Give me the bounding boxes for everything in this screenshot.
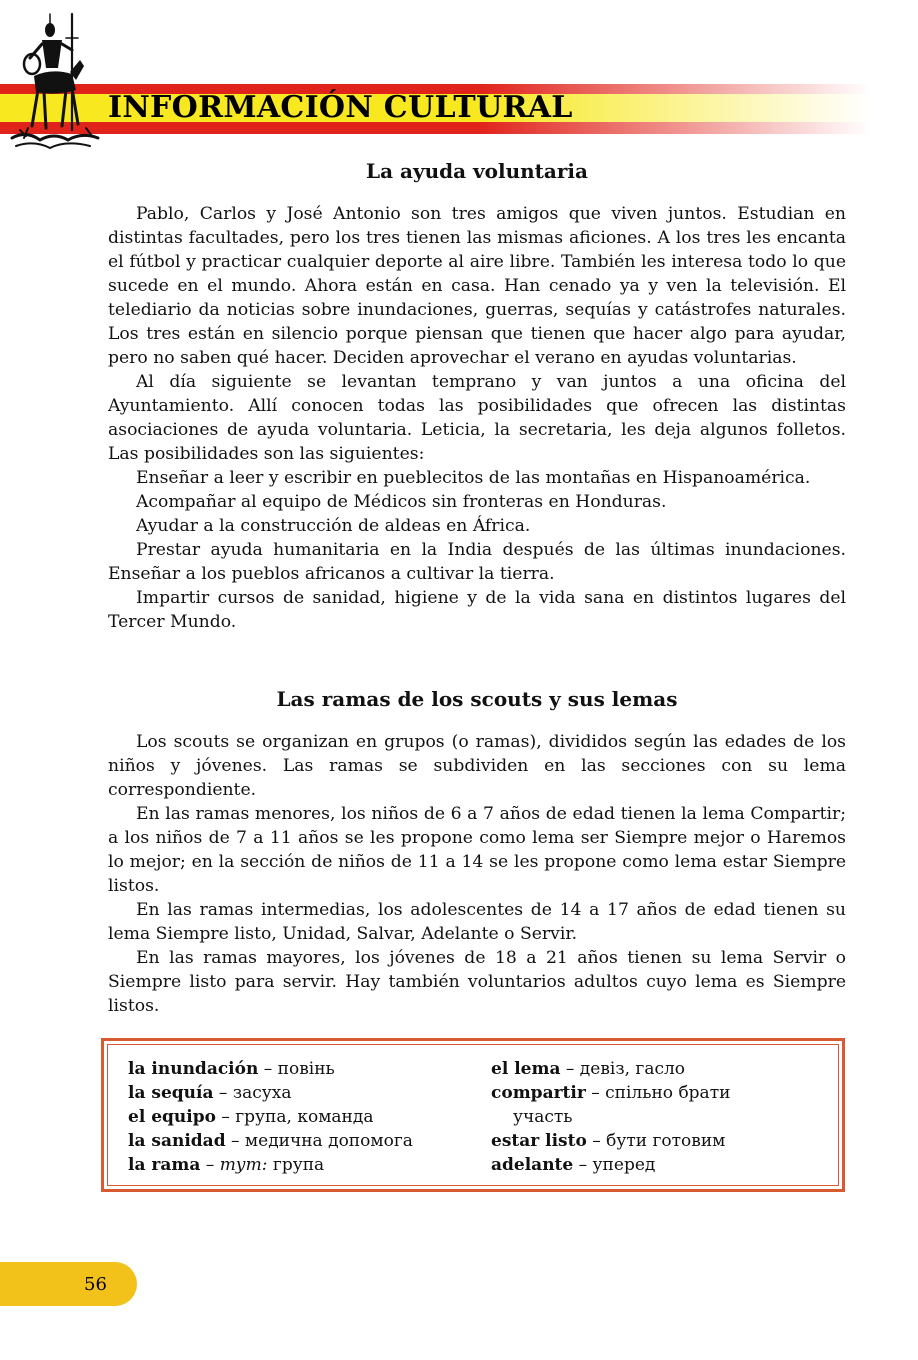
vocabulary-translation: група, команда — [235, 1107, 374, 1127]
section-body — [108, 730, 846, 1018]
vocabulary-entry — [491, 1153, 821, 1177]
vocabulary-entry — [128, 1105, 473, 1129]
vocabulary-entry — [128, 1081, 473, 1105]
vocabulary-separator: – — [225, 1131, 245, 1151]
page-number-tab — [0, 1262, 137, 1306]
vocabulary-entry — [128, 1129, 473, 1153]
vocabulary-term: el lema — [491, 1059, 561, 1079]
vocabulary-separator: – — [213, 1083, 233, 1103]
vocabulary-translation: група — [267, 1155, 325, 1175]
vocabulary-entry — [128, 1153, 473, 1177]
vocabulary-translation: медична допомога — [244, 1131, 413, 1151]
vocabulary-translation-continued: участь — [513, 1107, 573, 1127]
vocabulary-column-right — [491, 1057, 821, 1177]
don-quixote-logo — [6, 10, 102, 152]
vocabulary-separator: – — [585, 1083, 606, 1103]
vocabulary-entry — [491, 1057, 821, 1081]
page-number: 56 — [84, 1274, 107, 1295]
vocabulary-box — [101, 1038, 845, 1192]
paragraph: En las ramas intermedias, los adolescentes de 14 a 17 años de edad tienen su lema Siempre listo, Unidad, Salvar, Adelante o Servir. — [108, 900, 846, 944]
vocabulary-term: la inundación — [128, 1059, 259, 1079]
vocabulary-term: estar listo — [491, 1131, 587, 1151]
paragraph: Al día siguiente se levantan temprano y van juntos a una oficina del Ayuntamiento. Allí conocen todas las posibilidades que ofrecen las distintas asociaciones de ayuda voluntaria. Leticia, la secretaria, les deja algunos folletos. Las posibilidades son las siguientes: — [108, 372, 846, 464]
vocabulary-column-left — [128, 1057, 473, 1177]
vocabulary-separator: – — [573, 1155, 593, 1175]
paragraph: Los scouts se organizan en grupos (o ramas), divididos según las edades de los niños y jóvenes. Las ramas se subdividen en las secciones con su lema correspondiente. — [108, 732, 846, 800]
page-title: INFORMACIÓN CULTURAL — [108, 90, 573, 125]
list-item: Enseñar a leer y escribir en pueblecitos de las montañas en Hispanoamérica. — [136, 468, 811, 488]
vocabulary-separator: – — [586, 1131, 607, 1151]
vocabulary-separator: – — [560, 1059, 580, 1079]
vocabulary-separator: – — [258, 1059, 278, 1079]
vocabulary-separator: – — [215, 1107, 236, 1127]
vocabulary-term: compartir — [491, 1083, 586, 1103]
vocabulary-entry — [128, 1057, 473, 1081]
vocabulary-term: adelante — [491, 1155, 574, 1175]
list-item: Ayudar a la construcción de aldeas en África. — [136, 516, 531, 536]
paragraph: En las ramas menores, los niños de 6 a 7 años de edad tienen la lema Compartir; a los niños de 7 a 11 años se les propone como lema ser Siempre mejor o Haremos lo mejor; en la sección de niños de 11 a 14 se les propone como lema estar Siempre listos. — [108, 804, 846, 896]
list-item: Acompañar al equipo de Médicos sin fronteras en Honduras. — [136, 492, 667, 512]
list-item: Prestar ayuda humanitaria en la India después de las últimas inundaciones. Enseñar a los pueblos africanos a cultivar la tierra. — [108, 540, 846, 584]
vocabulary-translation: девіз, гасло — [579, 1059, 686, 1079]
paragraph: Pablo, Carlos y José Antonio son tres amigos que viven juntos. Estudian en distintas facultades, pero los tres tienen las mismas aficiones. A los tres les encanta el fútbol y practicar cualquier deporte al aire libre. También les interesa todo lo que sucede en el mundo. Ahora están en casa. Han cenado ya y ven la televisión. El telediario da noticias sobre inundaciones, guerras, sequías y catástrofes naturales. Los tres están en silencio porque piensan que tienen que hacer algo para ayudar, pero no saben qué hacer. Deciden aprovechar el verano en ayudas voluntarias. — [108, 204, 846, 368]
vocabulary-translation: спільно брати — [605, 1083, 731, 1103]
vocabulary-term: la rama — [128, 1155, 201, 1175]
list-item: Impartir cursos de sanidad, higiene y de la vida sana en distintos lugares del Tercer Mundo. — [108, 588, 846, 632]
vocabulary-inner-frame — [107, 1044, 839, 1186]
vocabulary-term: el equipo — [128, 1107, 216, 1127]
vocabulary-translation: засуха — [232, 1083, 292, 1103]
vocabulary-note: тут: — [219, 1155, 268, 1175]
paragraph: En las ramas mayores, los jóvenes de 18 a 21 años tienen su lema Servir o Siempre listo para servir. Hay también voluntarios adultos cuyo lema es Siempre listos. — [108, 948, 846, 1016]
vocabulary-translation: повінь — [277, 1059, 335, 1079]
vocabulary-entry — [491, 1081, 821, 1129]
section-title: Las ramas de los scouts y sus lemas — [276, 687, 678, 711]
vocabulary-translation: уперед — [592, 1155, 656, 1175]
vocabulary-separator: – — [200, 1155, 220, 1175]
section-body — [108, 202, 846, 634]
vocabulary-entry — [491, 1129, 821, 1153]
vocabulary-term: la sanidad — [128, 1131, 226, 1151]
vocabulary-term: la sequía — [128, 1083, 214, 1103]
section-title: La ayuda voluntaria — [366, 159, 588, 183]
vocabulary-translation: бути готовим — [606, 1131, 726, 1151]
